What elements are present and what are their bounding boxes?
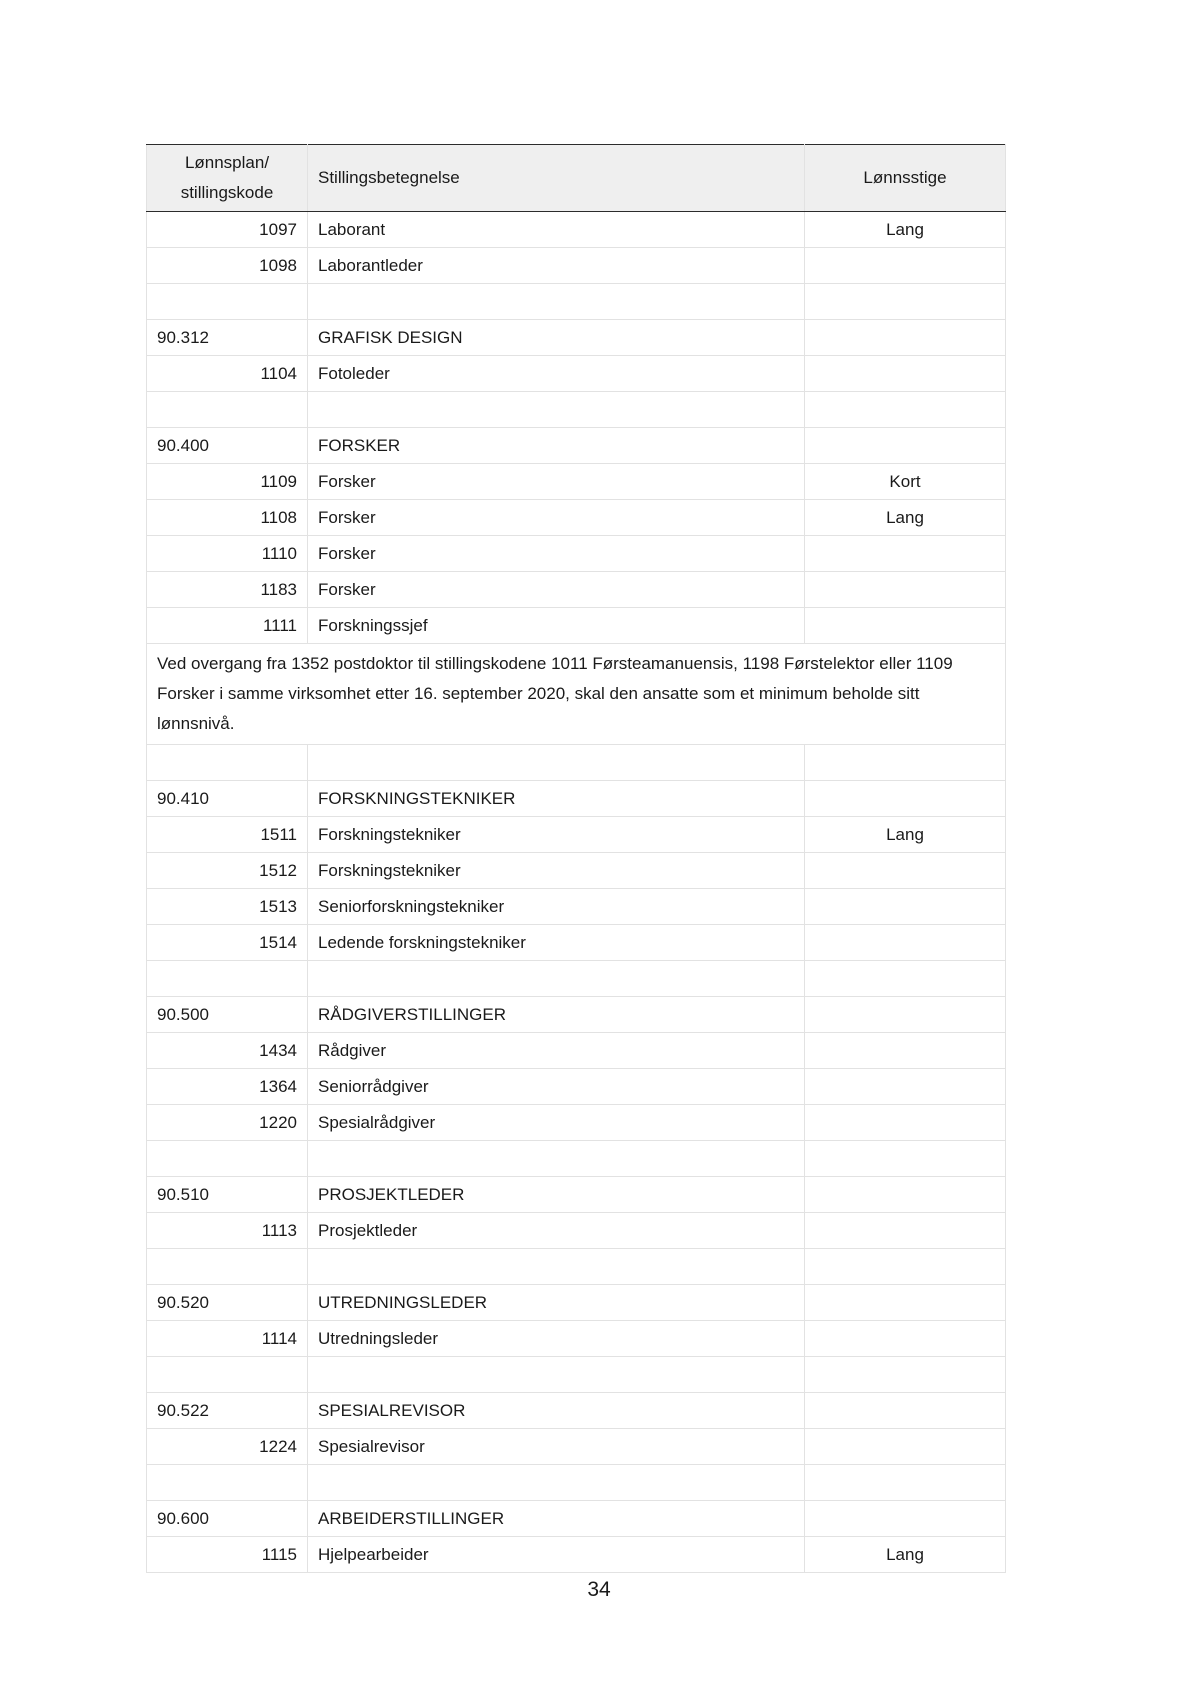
- position-code: 1220: [147, 1105, 308, 1141]
- group-row: [147, 428, 1006, 464]
- header-code-line1: Lønnsplan/: [184, 153, 270, 172]
- salary-ladder: [805, 572, 1006, 608]
- group-row: [147, 320, 1006, 356]
- group-title: UTREDNINGSLEDER: [308, 1285, 805, 1321]
- header-ladder: Lønnsstige: [805, 145, 1006, 212]
- empty-cell: [805, 781, 1006, 817]
- position-code: 1511: [147, 817, 308, 853]
- salary-ladder: [805, 536, 1006, 572]
- position-row: [147, 853, 1006, 889]
- empty-cell: [308, 1141, 805, 1177]
- salary-ladder: [805, 1105, 1006, 1141]
- header-code-line2: stillingskode: [180, 183, 274, 202]
- position-code: 1111: [147, 608, 308, 644]
- salary-ladder: Lang: [805, 212, 1006, 248]
- salary-ladder: [805, 1069, 1006, 1105]
- position-title: Rådgiver: [308, 1033, 805, 1069]
- group-row: [147, 781, 1006, 817]
- empty-cell: [308, 392, 805, 428]
- group-code: 90.400: [147, 428, 308, 464]
- position-row: [147, 1429, 1006, 1465]
- empty-cell: [805, 745, 1006, 781]
- position-row: [147, 817, 1006, 853]
- position-code: 1224: [147, 1429, 308, 1465]
- group-code: 90.600: [147, 1501, 308, 1537]
- group-code: 90.510: [147, 1177, 308, 1213]
- empty-cell: [805, 1249, 1006, 1285]
- position-code: 1097: [147, 212, 308, 248]
- empty-cell: [147, 392, 308, 428]
- table-body: [147, 212, 1006, 1573]
- page-number: 34: [587, 1578, 611, 1601]
- group-title: FORSKNINGSTEKNIKER: [308, 781, 805, 817]
- group-code: 90.500: [147, 997, 308, 1033]
- empty-cell: [805, 1177, 1006, 1213]
- spacer-row: [147, 745, 1006, 781]
- position-row: [147, 1033, 1006, 1069]
- table-header: [147, 145, 1006, 212]
- position-row: [147, 1213, 1006, 1249]
- position-row: [147, 248, 1006, 284]
- position-title: Fotoleder: [308, 356, 805, 392]
- position-row: [147, 572, 1006, 608]
- group-title: GRAFISK DESIGN: [308, 320, 805, 356]
- salary-ladder: [805, 356, 1006, 392]
- position-title: Seniorrådgiver: [308, 1069, 805, 1105]
- salary-ladder: [805, 248, 1006, 284]
- position-row: [147, 464, 1006, 500]
- position-code: 1104: [147, 356, 308, 392]
- position-title: Forskningstekniker: [308, 853, 805, 889]
- position-title: Prosjektleder: [308, 1213, 805, 1249]
- spacer-row: [147, 1465, 1006, 1501]
- position-title: Spesialrevisor: [308, 1429, 805, 1465]
- salary-ladder: Lang: [805, 500, 1006, 536]
- position-title: Laborantleder: [308, 248, 805, 284]
- salary-ladder: Lang: [805, 817, 1006, 853]
- empty-cell: [147, 1465, 308, 1501]
- group-row: [147, 997, 1006, 1033]
- empty-cell: [308, 284, 805, 320]
- position-code: 1109: [147, 464, 308, 500]
- group-code: 90.410: [147, 781, 308, 817]
- group-code: 90.522: [147, 1393, 308, 1429]
- spacer-row: [147, 1357, 1006, 1393]
- position-row: [147, 889, 1006, 925]
- position-row: [147, 1105, 1006, 1141]
- header-title: Stillingsbetegnelse: [308, 145, 805, 212]
- spacer-row: [147, 1249, 1006, 1285]
- position-row: [147, 536, 1006, 572]
- salary-ladder: [805, 925, 1006, 961]
- group-code: 90.312: [147, 320, 308, 356]
- salary-ladder: [805, 1321, 1006, 1357]
- empty-cell: [805, 392, 1006, 428]
- empty-cell: [147, 961, 308, 997]
- position-code: 1514: [147, 925, 308, 961]
- position-row: [147, 356, 1006, 392]
- empty-cell: [308, 745, 805, 781]
- empty-cell: [147, 284, 308, 320]
- position-code: 1115: [147, 1537, 308, 1573]
- salary-ladder: [805, 889, 1006, 925]
- position-row: [147, 608, 1006, 644]
- empty-cell: [805, 1393, 1006, 1429]
- spacer-row: [147, 961, 1006, 997]
- group-row: [147, 1501, 1006, 1537]
- spacer-row: [147, 392, 1006, 428]
- position-title: Spesialrådgiver: [308, 1105, 805, 1141]
- salary-ladder: Lang: [805, 1537, 1006, 1573]
- position-row: [147, 1537, 1006, 1573]
- position-title: Utredningsleder: [308, 1321, 805, 1357]
- position-title: Seniorforskningstekniker: [308, 889, 805, 925]
- spacer-row: [147, 1141, 1006, 1177]
- header-code: [147, 145, 308, 212]
- empty-cell: [308, 961, 805, 997]
- salary-ladder: [805, 1033, 1006, 1069]
- empty-cell: [805, 284, 1006, 320]
- empty-cell: [805, 1357, 1006, 1393]
- empty-cell: [805, 1501, 1006, 1537]
- position-title: Forsker: [308, 536, 805, 572]
- position-row: [147, 500, 1006, 536]
- position-row: [147, 925, 1006, 961]
- empty-cell: [308, 1249, 805, 1285]
- position-row: [147, 212, 1006, 248]
- salary-ladder: [805, 1429, 1006, 1465]
- header-row: [147, 145, 1006, 212]
- position-code: 1183: [147, 572, 308, 608]
- position-title: Forsker: [308, 500, 805, 536]
- empty-cell: [805, 1141, 1006, 1177]
- spacer-row: [147, 284, 1006, 320]
- empty-cell: [805, 1465, 1006, 1501]
- position-code-table: [146, 144, 1006, 1573]
- note-row: [147, 644, 1006, 745]
- group-title: ARBEIDERSTILLINGER: [308, 1501, 805, 1537]
- empty-cell: [147, 1357, 308, 1393]
- position-title: Hjelpearbeider: [308, 1537, 805, 1573]
- group-title: SPESIALREVISOR: [308, 1393, 805, 1429]
- group-title: RÅDGIVERSTILLINGER: [308, 997, 805, 1033]
- empty-cell: [805, 961, 1006, 997]
- salary-ladder: [805, 853, 1006, 889]
- position-code: 1108: [147, 500, 308, 536]
- group-title: FORSKER: [308, 428, 805, 464]
- group-row: [147, 1393, 1006, 1429]
- empty-cell: [805, 1285, 1006, 1321]
- position-code: 1113: [147, 1213, 308, 1249]
- position-code: 1513: [147, 889, 308, 925]
- position-code: 1114: [147, 1321, 308, 1357]
- group-title: PROSJEKTLEDER: [308, 1177, 805, 1213]
- empty-cell: [147, 1141, 308, 1177]
- empty-cell: [805, 428, 1006, 464]
- empty-cell: [147, 1249, 308, 1285]
- empty-cell: [147, 745, 308, 781]
- position-code: 1364: [147, 1069, 308, 1105]
- position-title: Ledende forskningstekniker: [308, 925, 805, 961]
- note-text: Ved overgang fra 1352 postdoktor til stillingskodene 1011 Førsteamanuensis, 1198 Førstelektor eller 1109 Forsker i samme virksomhet etter 16. september 2020, skal den ansatte som et minimum beholde sitt lønnsnivå.: [147, 644, 1006, 745]
- group-row: [147, 1177, 1006, 1213]
- salary-ladder: [805, 608, 1006, 644]
- empty-cell: [805, 997, 1006, 1033]
- group-row: [147, 1285, 1006, 1321]
- empty-cell: [308, 1357, 805, 1393]
- empty-cell: [805, 320, 1006, 356]
- position-code: 1434: [147, 1033, 308, 1069]
- position-code: 1110: [147, 536, 308, 572]
- position-code: 1098: [147, 248, 308, 284]
- salary-ladder: Kort: [805, 464, 1006, 500]
- position-row: [147, 1069, 1006, 1105]
- position-title: Forsker: [308, 464, 805, 500]
- position-title: Laborant: [308, 212, 805, 248]
- position-title: Forsker: [308, 572, 805, 608]
- position-title: Forskningstekniker: [308, 817, 805, 853]
- position-code: 1512: [147, 853, 308, 889]
- group-code: 90.520: [147, 1285, 308, 1321]
- salary-ladder: [805, 1213, 1006, 1249]
- empty-cell: [308, 1465, 805, 1501]
- position-title: Forskningssjef: [308, 608, 805, 644]
- position-row: [147, 1321, 1006, 1357]
